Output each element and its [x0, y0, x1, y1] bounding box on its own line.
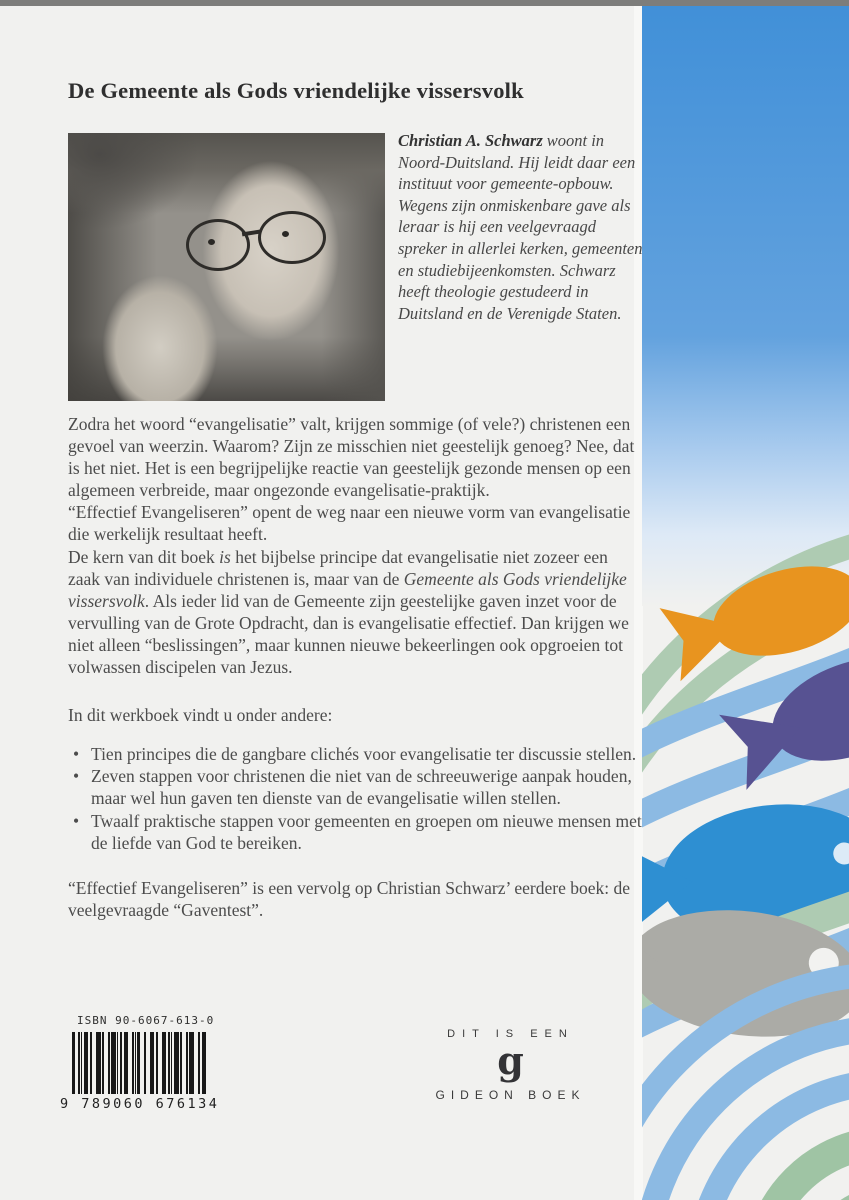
right-eye [282, 231, 289, 237]
publisher-name: GIDEON BOEK [435, 1088, 586, 1102]
paragraph-3-seg2: het bijbelse principe dat evangelisatie niet zozeer een zaak van individuele christenen is, maar van de [68, 546, 608, 589]
paragraph-2: “Effectief Evangeliseren” opent de weg naar een nieuwe vorm van evangelisatie die werkelijk resultaat heeft. [68, 502, 631, 545]
isbn-label: ISBN 90-6067-613-0 [77, 1014, 215, 1027]
author-photo [68, 133, 385, 401]
paragraph-3-seg1: De kern van dit boek [68, 546, 220, 567]
author-bio-text: woont in Noord-Duitsland. Hij leidt daar een instituut voor gemeente-opbouw. Wegens zijn onmiskenbare gave als leraar is hij een veelgevraagd spreker in allerlei kerken, gemeenten en studiebijeenkomsten. Schwarz heeft theologie gestudeerd in Duitsland en de Verenigde Staten. [398, 131, 643, 323]
publisher-mark [418, 1028, 603, 1102]
author-bio [398, 130, 643, 324]
workbook-intro: In dit werkboek vindt u onder andere: [68, 705, 333, 726]
barcode [72, 1032, 206, 1094]
author-name: Christian A. Schwarz [398, 131, 543, 150]
sky-gradient [642, 6, 849, 606]
page-title: De Gemeente als Gods vriendelijke vissersvolk [68, 78, 524, 103]
paragraph-1: Zodra het woord “evangelisatie” valt, krijgen sommige (of vele?) christenen een gevoel van weerzin. Waarom? Zijn ze misschien niet geestelijk genoeg? Nee, dat is het niet. Het is een begrijpelijke reactie van geestelijk gezonde mensen op een algemeen verbreide, maar ongezonde evangelisatie-praktijk. [68, 414, 635, 501]
glasses-icon [186, 219, 250, 271]
barcode-digits: 9 789060 676134 [60, 1096, 220, 1112]
list-item: • Tien principes die de gangbare clichés voor evangelisatie ter discussie stellen. [68, 743, 644, 765]
body-text [68, 413, 644, 921]
paragraph-3 [68, 546, 644, 679]
cover-artwork [642, 6, 849, 1200]
corner-arc-green-1 [758, 1142, 849, 1200]
workbook-bullet-list [68, 743, 644, 853]
publisher-tagline: DIT IS EEN [447, 1028, 574, 1040]
left-eye [208, 239, 215, 245]
gideon-logo-icon: g [497, 1038, 524, 1083]
list-item: • Twaalf praktische stappen voor gemeenten en groepen om nieuwe mensen met de liefde van God te bereiken. [68, 810, 644, 854]
list-item: • Zeven stappen voor christenen die niet van de schreeuwerige aanpak houden, maar wel hun gaven ten dienste van de evangelisatie willen stellen. [68, 765, 644, 809]
paragraph-3-italic1: is [219, 546, 231, 567]
glasses-icon [258, 211, 326, 264]
paragraph-3-seg3: . Als ieder lid van de Gemeente zijn geestelijke gaven inzet voor de vervulling van de Grote Opdracht, dan is evangelisatie effectief. Dan krijgen we niet alleen “beslissingen”, maar kunnen nieuwe bekeerlingen ook opgroeien tot volwassen discipelen van Jezus. [68, 590, 629, 678]
paragraph-3-italic2: Gemeente als Gods vriendelijke vissersvolk [68, 568, 627, 611]
closing-paragraph: “Effectief Evangeliseren” is een vervolg op Christian Schwarz’ eerdere boek: de veelgevraagde “Gaventest”. [68, 877, 631, 920]
